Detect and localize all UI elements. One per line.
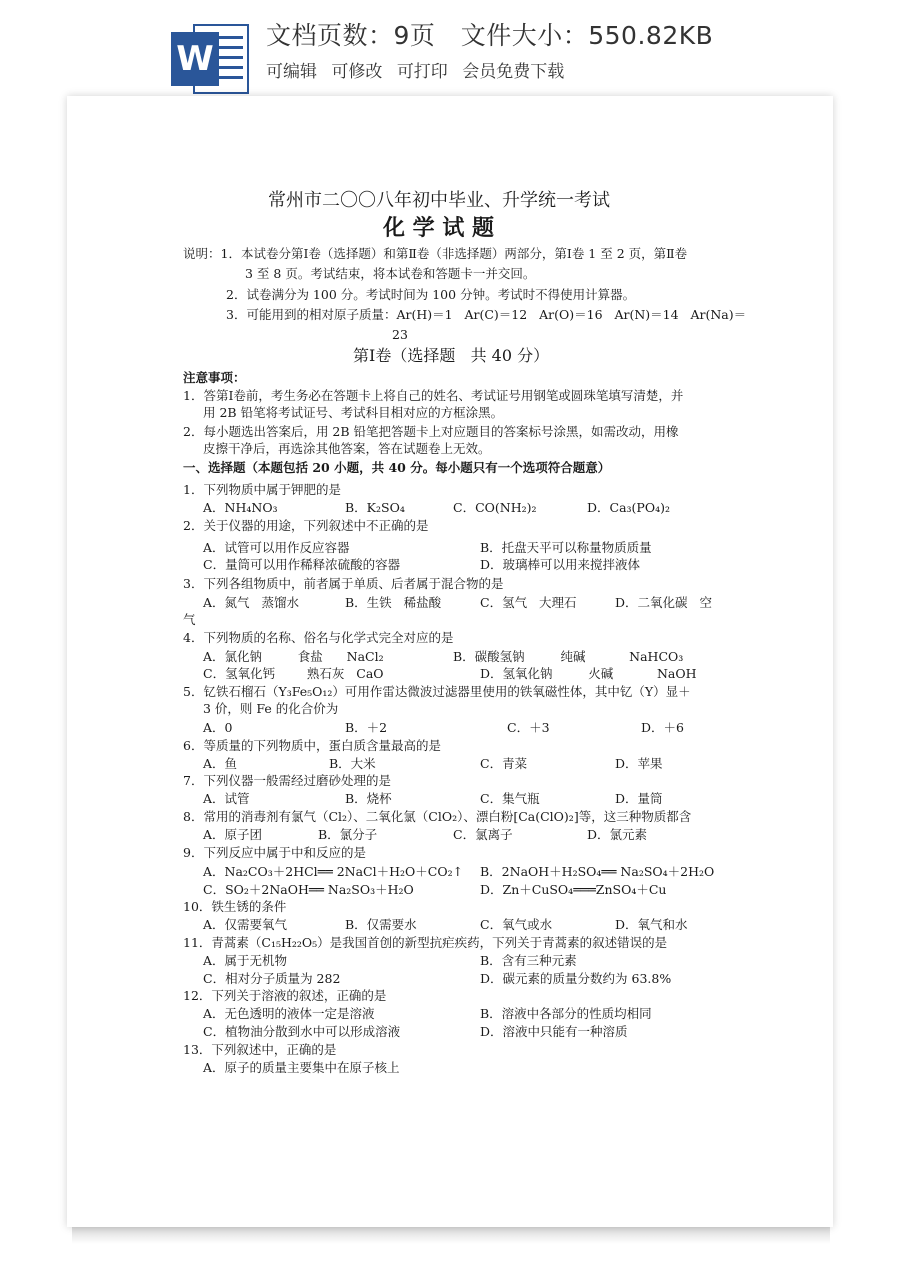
q9-option-a: A．Na₂CO₃＋2HCl══ 2NaCl＋H₂O＋CO₂↑	[203, 864, 464, 879]
attention-heading: 注意事项：	[183, 370, 246, 385]
q5-option-a: A．0	[203, 720, 233, 735]
q5-option-d: D．＋6	[641, 720, 684, 735]
question-2: 2．关于仪器的用途，下列叙述中不正确的是	[183, 518, 429, 533]
feature-printable: 可打印	[396, 62, 448, 82]
q7-option-b: B．烧杯	[345, 791, 392, 806]
q1-option-a: A．NH₄NO₃	[203, 500, 278, 515]
question-13: 13．下列叙述中，正确的是	[183, 1042, 337, 1057]
instruction-3: 3．可能用到的相对原子质量：Ar(H)＝1 Ar(C)＝12 Ar(O)＝16 Ar(N)＝14 Ar(Na)＝	[226, 307, 747, 322]
q9-option-c: C．SO₂＋2NaOH══ Na₂SO₃＋H₂O	[203, 882, 414, 897]
q3-option-c: C．氢气 大理石	[480, 595, 577, 610]
question-10: 10．铁生锈的条件	[183, 899, 287, 914]
q12-option-c: C．植物油分散到水中可以形成溶液	[203, 1024, 401, 1039]
attention-2: 2．每小题选出答案后，用 2B 铅笔把答题卡上对应题目的答案标号涂黑，如需改动，用橡	[183, 424, 679, 439]
word-document-icon: W	[171, 22, 251, 96]
q3-option-d: D．二氧化碳 空	[615, 595, 712, 610]
q11-option-d: D．碳元素的质量分数约为 63.8%	[480, 971, 672, 986]
q12-option-d: D．溶液中只能有一种溶质	[480, 1024, 628, 1039]
q7-option-d: D．量筒	[615, 791, 663, 806]
feature-modifiable: 可修改	[331, 62, 383, 82]
q8-option-d: D．氯元素	[587, 827, 648, 842]
attention-1: 1．答第Ⅰ卷前，考生务必在答题卡上将自己的姓名、考试证号用钢笔或圆珠笔填写清楚，并	[183, 388, 684, 403]
q5-option-c: C．＋3	[507, 720, 550, 735]
q12-option-a: A．无色透明的液体一定是溶液	[203, 1006, 375, 1021]
question-8: 8．常用的消毒剂有氯气（Cl₂）、二氧化氯（ClO₂）、漂白粉[Ca(ClO)₂]等，这三种物质都含	[183, 809, 692, 824]
instruction-3-cont: 23	[392, 327, 408, 342]
subject-title: 化 学 试 题	[383, 215, 494, 241]
q6-option-d: D．苹果	[615, 756, 663, 771]
q10-option-c: C．氧气或水	[480, 917, 553, 932]
q2-option-c: C．量筒可以用作稀释浓硫酸的容器	[203, 557, 401, 572]
member-free-download-link[interactable]: 会员免费下载	[462, 62, 565, 82]
q8-option-a: A．原子团	[203, 827, 263, 842]
q9-option-d: D．Zn＋CuSO₄═══ZnSO₄＋Cu	[480, 882, 667, 897]
question-12: 12．下列关于溶液的叙述，正确的是	[183, 988, 387, 1003]
q13-option-a: A．原子的质量主要集中在原子核上	[203, 1060, 400, 1075]
q11-option-b: B．含有三种元素	[480, 953, 577, 968]
q4-option-a: A．氯化钠 食盐 NaCl₂	[203, 649, 384, 664]
question-11: 11．青蒿素（C₁₅H₂₂O₅）是我国首创的新型抗疟疾药，下列关于青蒿素的叙述错误的是	[183, 935, 668, 950]
instruction-1: 说明：1．本试卷分第Ⅰ卷（选择题）和第Ⅱ卷（非选择题）两部分，第Ⅰ卷 1 至 2 页，第Ⅱ卷	[183, 246, 688, 261]
q11-option-a: A．属于无机物	[203, 953, 288, 968]
exam-title: 常州市二〇〇八年初中毕业、升学统一考试	[268, 190, 610, 211]
question-4: 4．下列物质的名称、俗名与化学式完全对应的是	[183, 630, 454, 645]
instruction-1-cont: 3 至 8 页。考试结束，将本试卷和答题卡一并交回。	[245, 266, 536, 281]
q9-option-b: B．2NaOH＋H₂SO₄══ Na₂SO₄＋2H₂O	[480, 864, 715, 879]
q1-option-d: D．Ca₃(PO₄)₂	[587, 500, 670, 515]
q2-option-d: D．玻璃棒可以用来搅拌液体	[480, 557, 641, 572]
q3-option-a: A．氮气 蒸馏水	[203, 595, 299, 610]
q10-option-b: B．仅需要水	[345, 917, 417, 932]
question-5: 5．钇铁石榴石（Y₃Fe₅O₁₂）可用作雷达微波过滤器里使用的铁氧磁性体，其中钇（Y）显＋	[183, 684, 691, 699]
q12-option-b: B．溶液中各部分的性质均相同	[480, 1006, 652, 1021]
q1-option-b: B．K₂SO₄	[345, 500, 405, 515]
q8-option-b: B．氯分子	[318, 827, 378, 842]
q11-option-c: C．相对分子质量为 282	[203, 971, 341, 986]
section-1-heading: 一、选择题（本题包括 20 小题，共 40 分。每小题只有一个选项符合题意）	[183, 460, 611, 475]
q4-option-b: B．碳酸氢钠 纯碱 NaHCO₃	[453, 649, 684, 664]
attention-1-cont: 用 2B 铅笔将考试证号、考试科目相对应的方框涂黑。	[203, 405, 504, 420]
q4-option-d: D．氢氧化钠 火碱 NaOH	[480, 666, 697, 681]
question-7: 7．下列仪器一般需经过磨砂处理的是	[183, 773, 391, 788]
question-1: 1．下列物质中属于钾肥的是	[183, 482, 341, 497]
q3-option-d-cont: 气	[183, 612, 196, 627]
question-5-cont: 3 价，则 Fe 的化合价为	[203, 701, 339, 716]
q8-option-c: C．氯离子	[453, 827, 513, 842]
q6-option-a: A．鱼	[203, 756, 238, 771]
q2-option-a: A．试管可以用作反应容器	[203, 540, 350, 555]
download-banner	[0, 0, 900, 96]
instruction-2: 2．试卷满分为 100 分。考试时间为 100 分钟。考试时不得使用计算器。	[226, 287, 636, 302]
q5-option-b: B．＋2	[345, 720, 388, 735]
part-1-title: 第Ⅰ卷（选择题 共 40 分）	[353, 346, 550, 365]
q1-option-c: C．CO(NH₂)₂	[453, 500, 537, 515]
q3-option-b: B．生铁 稀盐酸	[345, 595, 442, 610]
question-9: 9．下列反应中属于中和反应的是	[183, 845, 366, 860]
q4-option-c: C．氢氧化钙 熟石灰 CaO	[203, 666, 384, 681]
document-features	[266, 57, 573, 82]
question-3: 3．下列各组物质中，前者属于单质、后者属于混合物的是	[183, 576, 504, 591]
q7-option-c: C．集气瓶	[480, 791, 540, 806]
q6-option-c: C．青菜	[480, 756, 528, 771]
feature-editable: 可编辑	[266, 62, 317, 82]
q10-option-d: D．氧气和水	[615, 917, 688, 932]
q2-option-b: B．托盘天平可以称量物质质量	[480, 540, 652, 555]
q6-option-b: B．大米	[329, 756, 376, 771]
q10-option-a: A．仅需要氧气	[203, 917, 288, 932]
document-info-title: 文档页数：9页 文件大小：550.82KB	[266, 21, 714, 50]
attention-2-cont: 皮擦干净后，再选涂其他答案，答在试题卷上无效。	[203, 441, 491, 456]
q7-option-a: A．试管	[203, 791, 250, 806]
question-6: 6．等质量的下列物质中，蛋白质含量最高的是	[183, 738, 441, 753]
